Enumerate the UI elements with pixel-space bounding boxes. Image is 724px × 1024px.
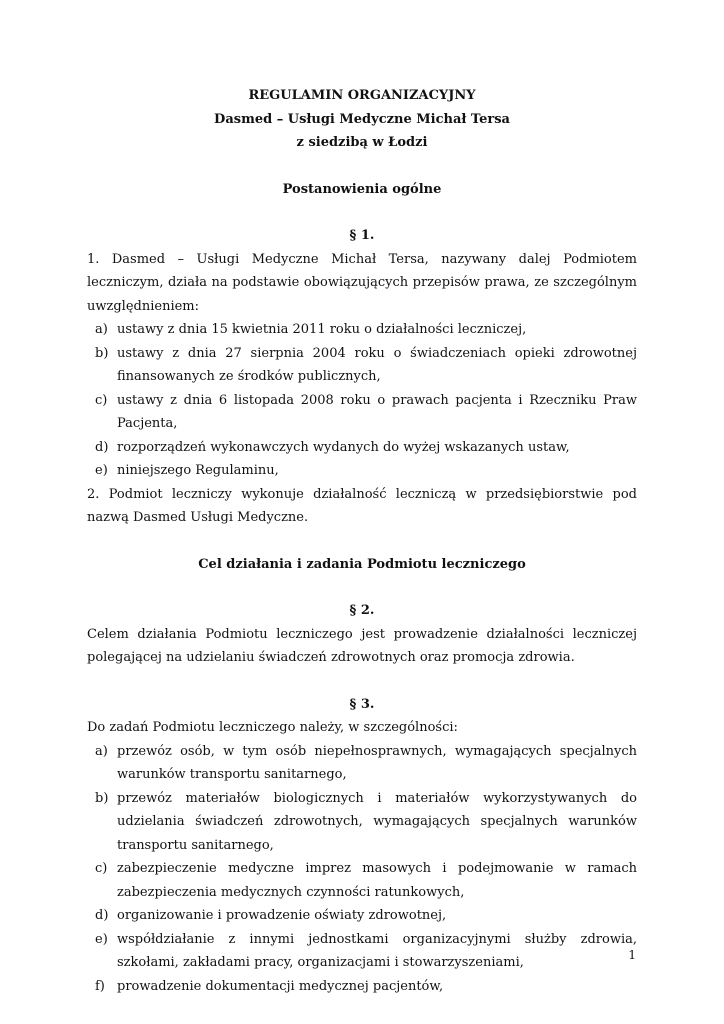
paragraph-mark-3: § 3. bbox=[349, 696, 375, 712]
list-item: d) organizowanie i prowadzenie oświaty zdrowotnej, bbox=[95, 908, 447, 923]
paragraph-mark-1: § 1. bbox=[349, 228, 375, 243]
document-location: z siedzibą w Łodzi bbox=[296, 135, 428, 150]
list-item: f) prowadzenie dokumentacji medycznej pacjentów, bbox=[95, 978, 444, 994]
list-item: e) współdziałanie z innymi jednostkami organizacyjnymi służby zdrowia, szkołami, zakładami pracy, organizacjami i stowarzyszeniami, bbox=[95, 931, 637, 970]
list-item: a) przewóz osób, w tym osób niepełnosprawnych, wymagających specjalnych warunków transportu sanitarnego, bbox=[95, 743, 637, 782]
document-title: REGULAMIN ORGANIZACYJNY bbox=[248, 88, 476, 103]
section3-intro: Do zadań Podmiotu leczniczego należy, w szczególności: bbox=[87, 720, 458, 735]
list-item: c) zabezpieczenie medyczne imprez masowych i podejmowanie w ramach zabezpieczenia medycznych czynności ratunkowych, bbox=[95, 861, 637, 900]
section1-paragraph-2: 2. Podmiot leczniczy wykonuje działalność leczniczą w przedsiębiorstwie pod nazwą Dasmed Usługi Medyczne. bbox=[87, 486, 637, 525]
page-number: 1 bbox=[628, 948, 636, 962]
list-item: a) ustawy z dnia 15 kwietnia 2011 roku o działalności leczniczej, bbox=[95, 322, 527, 337]
paragraph-mark-2: § 2. bbox=[349, 603, 375, 618]
list-item: d) rozporządzeń wykonawczych wydanych do wyżej wskazanych ustaw, bbox=[95, 439, 570, 455]
document-subtitle: Dasmed – Usługi Medyczne Michał Tersa bbox=[214, 111, 510, 127]
section1-list bbox=[87, 318, 637, 483]
section-heading-goals: Cel działania i zadania Podmiotu leczniczego bbox=[198, 556, 526, 572]
list-item: c) ustawy z dnia 6 listopada 2008 roku o prawach pacjenta i Rzeczniku Praw Pacjenta, bbox=[95, 392, 637, 431]
section1-paragraph-1: 1. Dasmed – Usługi Medyczne Michał Tersa, nazywany dalej Podmiotem leczniczym, działa na podstawie obowiązujących przepisów prawa, ze szczególnym uwzględnieniem: bbox=[87, 251, 637, 314]
section-heading-general: Postanowienia ogólne bbox=[282, 181, 442, 197]
list-item: b) przewóz materiałów biologicznych i materiałów wykorzystywanych do udzielania świadczeń zdrowotnych, wymagających specjalnych warunków transportu sanitarnego, bbox=[95, 790, 637, 853]
list-item: e) niniejszego Regulaminu, bbox=[95, 463, 279, 478]
document-body bbox=[87, 84, 637, 998]
section2-paragraph: Celem działania Podmiotu leczniczego jest prowadzenie działalności leczniczej polegającej na udzielaniu świadczeń zdrowotnych oraz promocja zdrowia. bbox=[87, 626, 637, 665]
list-item: b) ustawy z dnia 27 sierpnia 2004 roku o świadczeniach opieki zdrowotnej finansowanych ze środków publicznych, bbox=[95, 345, 637, 384]
section3-list bbox=[87, 740, 637, 999]
